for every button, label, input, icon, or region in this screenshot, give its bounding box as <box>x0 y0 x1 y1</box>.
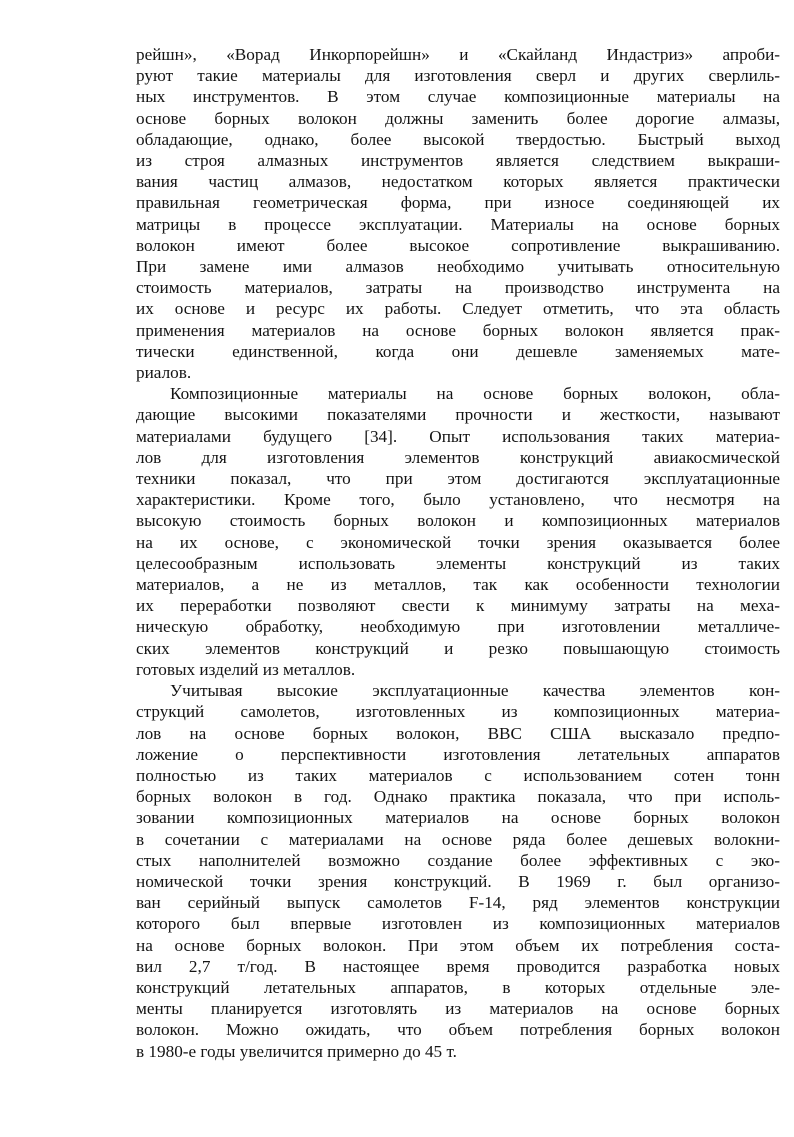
text-line: рейшн», «Ворад Инкорпорейшн» и «Скайланд Индастриз» апроби- <box>136 45 780 64</box>
text-line: Композиционные материалы на основе борных волокон, обла- <box>170 384 780 404</box>
text-line: риалов. <box>136 363 192 383</box>
text-line: готовых изделий из металлов. <box>136 659 356 679</box>
text-line: вания частиц алмазов, недостатком которых является практически <box>136 172 780 192</box>
text-line: на основе борных волокон. При этом объем их потребления соста- <box>136 935 780 955</box>
text-line: струкций самолетов, изготовленных из композиционных материа- <box>136 702 780 722</box>
text-line: характеристики. Кроме того, было установлено, что несмотря на <box>136 490 780 510</box>
text-line: основе борных волокон должны заменить более дорогие алмазы, <box>136 108 780 128</box>
text-line: волокон. Можно ожидать, что объем потребления борных волокон <box>136 1020 780 1040</box>
text-line: ван серийный выпуск самолетов F-14, ряд элементов конструкции <box>136 893 780 913</box>
text-line: руют такие материалы для изготовления сверл и других сверлиль- <box>136 66 780 86</box>
text-line: Учитывая высокие эксплуатационные качества элементов кон- <box>170 681 780 701</box>
text-line: материалов, а не из металлов, так как особенности технологии <box>136 575 780 595</box>
text-line: их переработки позволяют свести к минимуму затраты на меха- <box>136 596 780 616</box>
text-line: полностью из таких материалов с использованием сотен тонн <box>136 765 780 785</box>
text-line: применения материалов на основе борных волокон является прак- <box>136 320 780 340</box>
text-line: борных волокон в год. Однако практика показала, что при исполь- <box>136 787 780 807</box>
text-line: вил 2,7 т/год. В настоящее время проводится разработка новых <box>136 956 780 976</box>
paragraph-1 <box>136 44 780 383</box>
text-line: лов на основе борных волокон, ВВС США высказало предпо- <box>136 723 780 743</box>
text-line: материалами будущего [34]. Опыт использования таких материа- <box>136 426 780 446</box>
text-line: высокую стоимость борных волокон и композиционных материалов <box>136 511 780 531</box>
body-text <box>136 44 780 1062</box>
text-line: техники показал, что при этом достигаются эксплуатационные <box>136 469 780 489</box>
text-line: зовании композиционных материалов на основе борных волокон <box>136 808 780 828</box>
text-line: лов для изготовления элементов конструкций авиакосмической <box>136 447 780 467</box>
paragraph-3 <box>136 680 780 1062</box>
text-line: которого был впервые изготовлен из композиционных материалов <box>136 914 780 934</box>
text-line: их основе и ресурс их работы. Следует отметить, что эта область <box>136 299 780 319</box>
text-line: в 1980-е годы увеличится примерно до 45 т. <box>136 1041 457 1061</box>
text-line: номической точки зрения конструкций. В 1969 г. был организо- <box>136 871 780 891</box>
text-line: правильная геометрическая форма, при износе соединяющей их <box>136 193 780 213</box>
text-line: ных инструментов. В этом случае композиционные материалы на <box>136 87 780 107</box>
paragraph-2 <box>136 383 780 680</box>
text-line: тически единственной, когда они дешевле заменяемых мате- <box>136 341 780 361</box>
text-line: целесообразным использовать элементы конструкций из таких <box>136 553 780 573</box>
text-line: обладающие, однако, более высокой твердостью. Быстрый выход <box>136 129 780 149</box>
text-line: При замене ими алмазов необходимо учитывать относительную <box>136 257 780 277</box>
text-line: волокон имеют более высокое сопротивление выкрашиванию. <box>136 235 780 255</box>
text-line: матрицы в процессе эксплуатации. Материалы на основе борных <box>136 214 780 234</box>
text-line: в сочетании с материалами на основе ряда более дешевых волокни- <box>136 829 780 849</box>
text-line: ническую обработку, необходимую при изготовлении металличе- <box>136 617 780 637</box>
text-line: из строя алмазных инструментов является следствием выкраши- <box>136 151 780 171</box>
text-line: конструкций летательных аппаратов, в которых отдельные эле- <box>136 977 780 997</box>
text-line: стых наполнителей возможно создание более эффективных с эко- <box>136 850 780 870</box>
text-line: ложение о перспективности изготовления летательных аппаратов <box>136 744 780 764</box>
text-line: на их основе, с экономической точки зрения оказывается более <box>136 532 780 552</box>
text-line: стоимость материалов, затраты на производство инструмента на <box>136 278 780 298</box>
text-line: ских элементов конструкций и резко повышающую стоимость <box>136 638 780 658</box>
text-line: менты планируется изготовлять из материалов на основе борных <box>136 999 780 1019</box>
text-line: дающие высокими показателями прочности и жесткости, называют <box>136 405 780 425</box>
